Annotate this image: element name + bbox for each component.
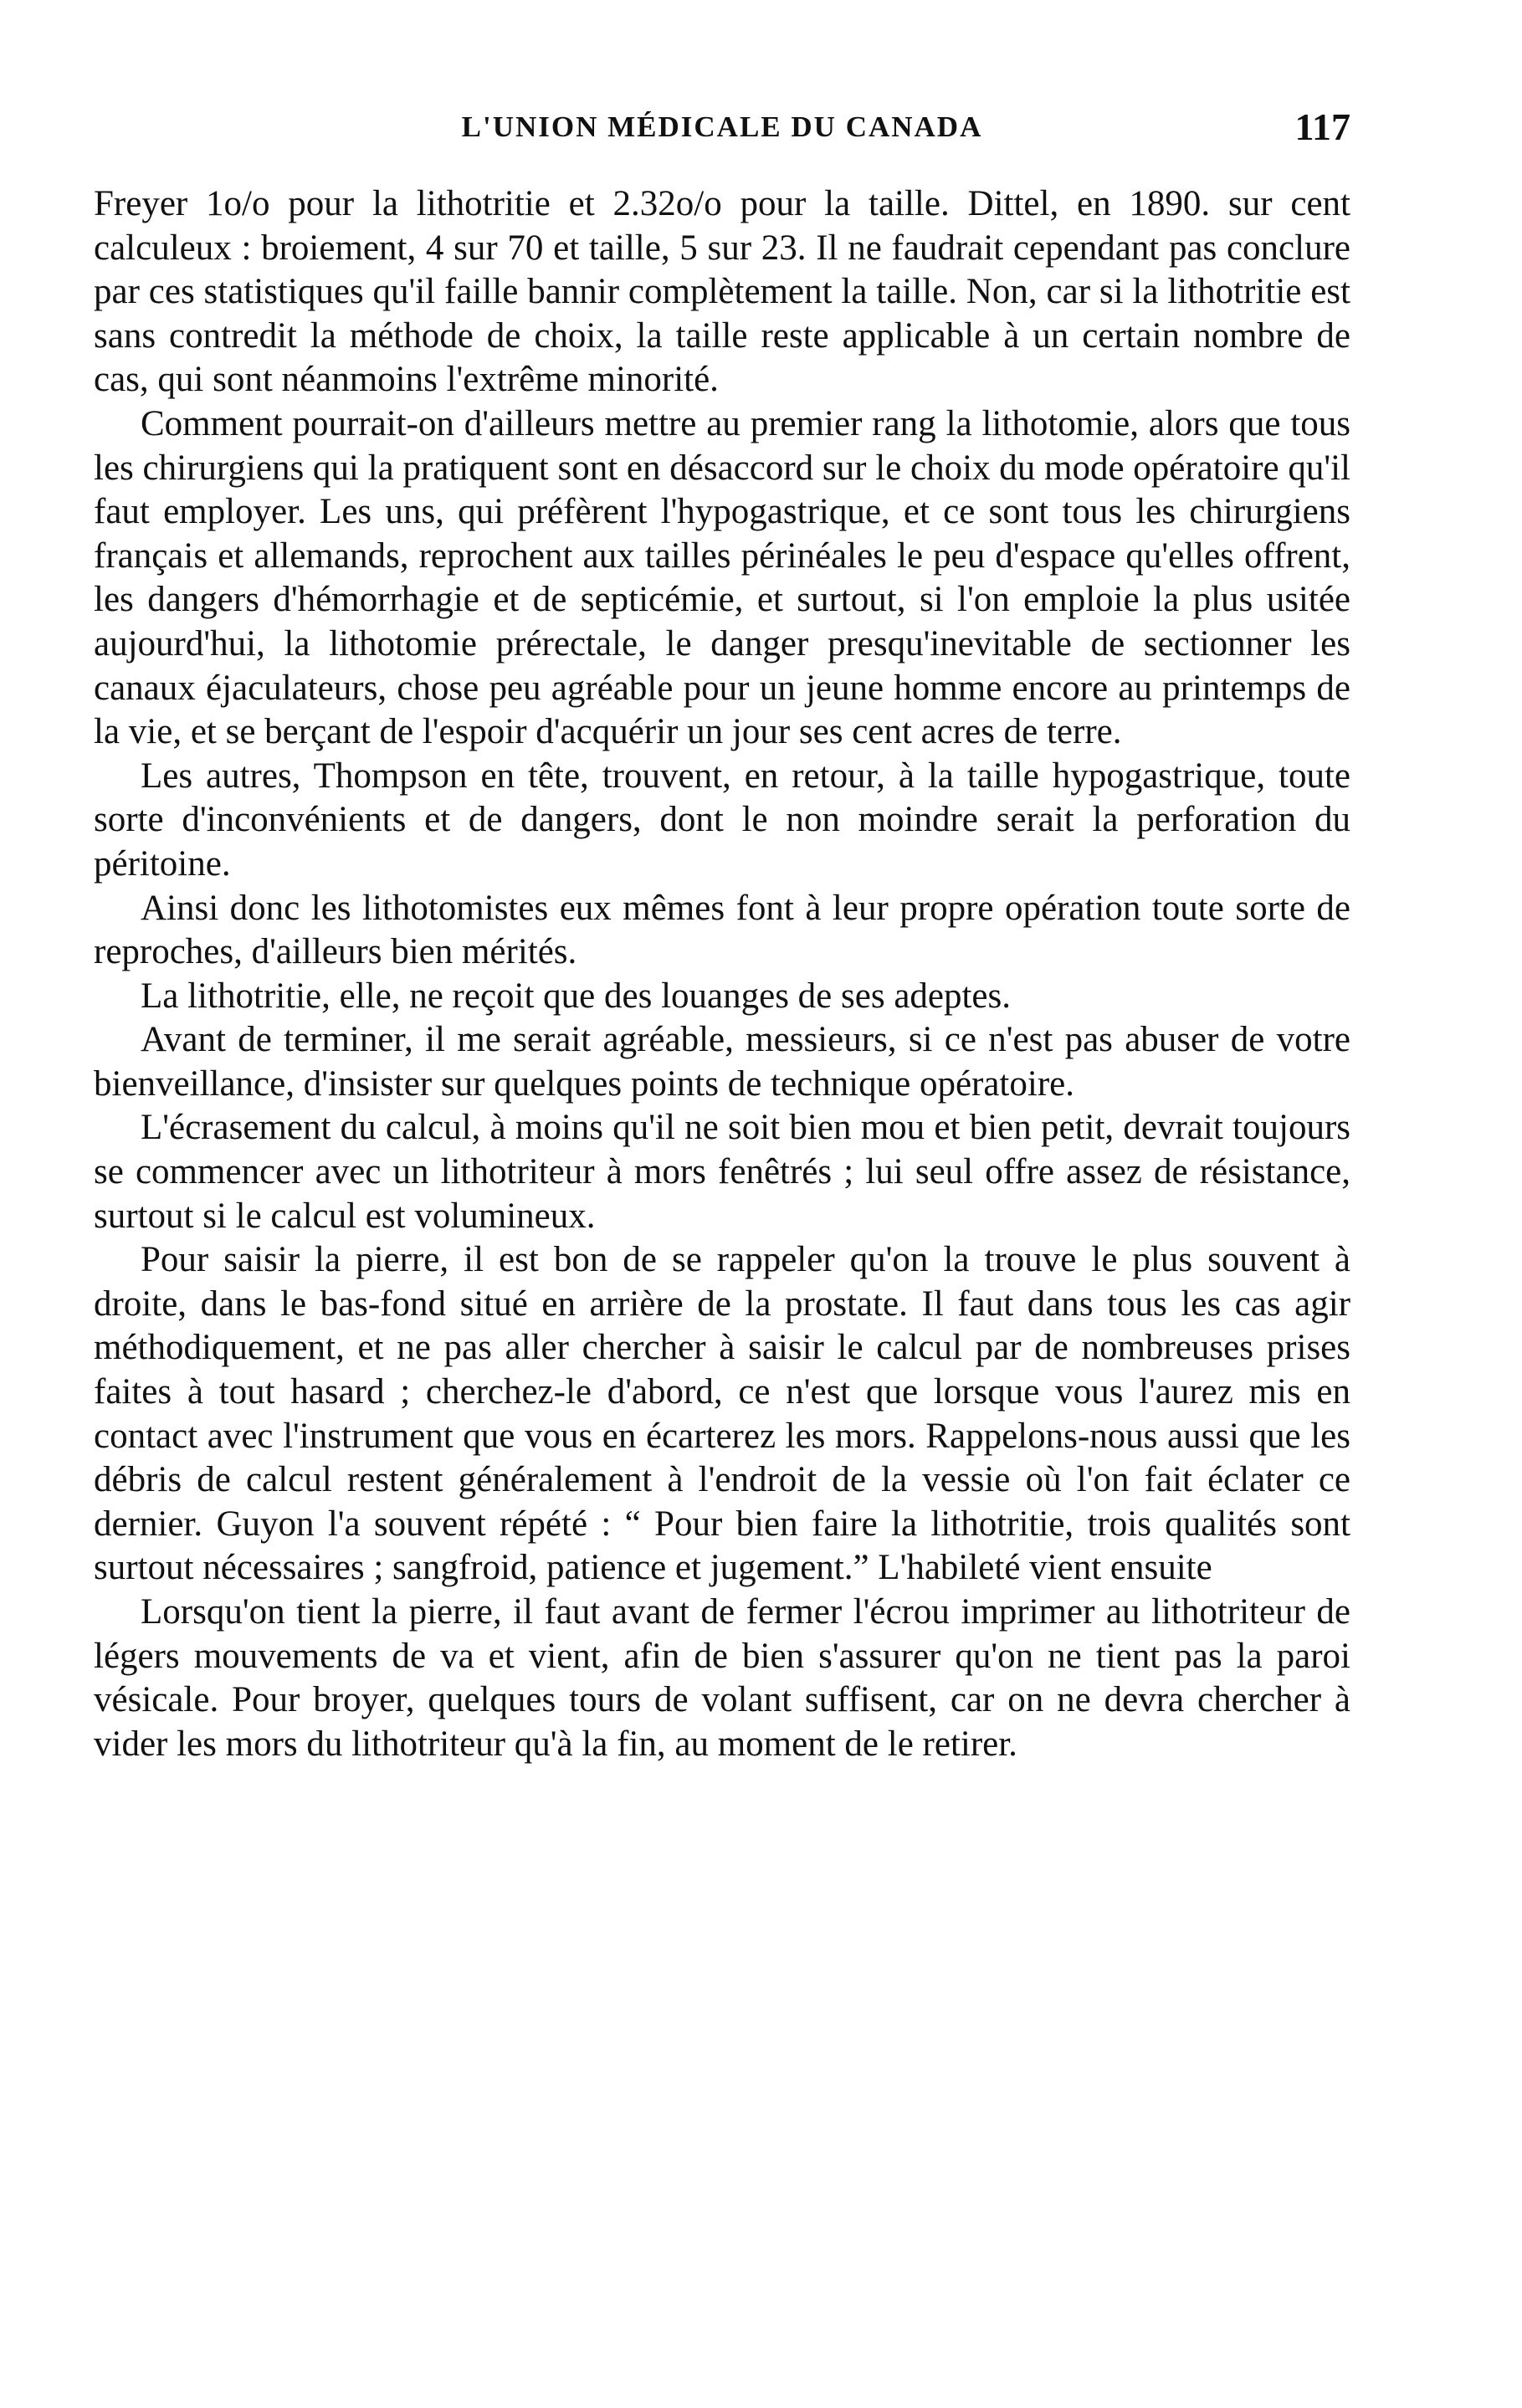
page-number: 117: [1294, 105, 1350, 148]
paragraph-crushing: L'écrasement du calcul, à moins qu'il ne soit bien mou et bien petit, devrait toujours se commencer avec un lithotriteur à mors fenêtrés ; lui seul offre assez de résistance, surtout si le calcul est volumineux.: [94, 1108, 1350, 1236]
journal-title: L'UNION MÉDICALE DU CANADA: [461, 110, 983, 143]
paragraph-thompson: Les autres, Thompson en tête, trouvent, en retour, à la taille hypogastrique, toute sorte d'inconvénients et de dangers, dont le non moindre serait la perforation du péritoine.: [94, 756, 1350, 884]
paragraph-statistics: Freyer 1o/o pour la lithotritie et 2.32o/o pour la taille. Dittel, en 1890. sur cent calculeux : broiement, 4 sur 70 et taille, 5 sur 23. Il ne faudrait cependant pas conclure par ces statistiques qu'il faille bannir complètement la taille. Non, car si la lithotritie est sans contredit la méthode de choix, la taille reste applicable à un certain nombre de cas, qui sont néanmoins l'extrême minorité.: [94, 184, 1350, 400]
running-header: [94, 102, 1350, 152]
paragraph-technique-intro: Avant de terminer, il me serait agréable, messieurs, si ce n'est pas abuser de votre bienveillance, d'insister sur quelques points de technique opératoire.: [94, 1020, 1350, 1104]
paragraph-holding-stone: Lorsqu'on tient la pierre, il faut avant de fermer l'écrou imprimer au lithotriteur de légers mouvements de va et vient, afin de bien s'assurer qu'on ne tient pas la paroi vésicale. Pour broyer, quelques tours de volant suffisent, car on ne devra chercher à vider les mors du lithotriteur qu'à la fin, au moment de le retirer.: [94, 1592, 1350, 1764]
paragraph-grasping-stone: Pour saisir la pierre, il est bon de se rappeler qu'on la trouve le plus souvent à droite, dans le bas-fond situé en arrière de la prostate. Il faut dans tous les cas agir méthodiquement, et ne pas aller chercher à saisir le calcul par de nombreuses prises faites à tout hasard ; cherchez-le d'abord, ce n'est que lorsque vous l'aurez mis en contact avec l'instrument que vous en écarterez les mors. Rappelons-nous aussi que les débris de calcul restent généralement à l'endroit de la vessie où l'on fait éclater ce dernier. Guyon l'a souvent répété : “ Pour bien faire la lithotritie, trois qualités sont surtout nécessaires ; sangfroid, patience et jugement.” L'habileté vient ensuite: [94, 1240, 1350, 1588]
paragraph-lithotritie-praise: La lithotritie, elle, ne reçoit que des louanges de ses adeptes.: [141, 976, 1011, 1016]
paragraph-lithotomy-disagreement: Comment pourrait-on d'ailleurs mettre au premier rang la lithotomie, alors que tous les chirurgiens qui la pratiquent sont en désaccord sur le choix du mode opératoire qu'il faut employer. Les uns, qui préfèrent l'hypogastrique, et ce sont tous les chirurgiens français et allemands, reprochent aux tailles périnéales le peu d'espace qu'elles offrent, les dangers d'hémorrhagie et de septicémie, et surtout, si l'on emploie la plus usitée aujourd'hui, la lithotomie prérectale, le danger presqu'inevitable de sectionner les canaux éjaculateurs, chose peu agréable pour un jeune homme encore au printemps de la vie, et se berçant de l'espoir d'acquérir un jour ses cent acres de terre.: [94, 403, 1350, 752]
paragraph-lithotomists-reproaches: Ainsi donc les lithotomistes eux mêmes font à leur propre opération toute sorte de reproches, d'ailleurs bien mérités.: [94, 888, 1350, 972]
body-text: [94, 182, 1350, 1766]
